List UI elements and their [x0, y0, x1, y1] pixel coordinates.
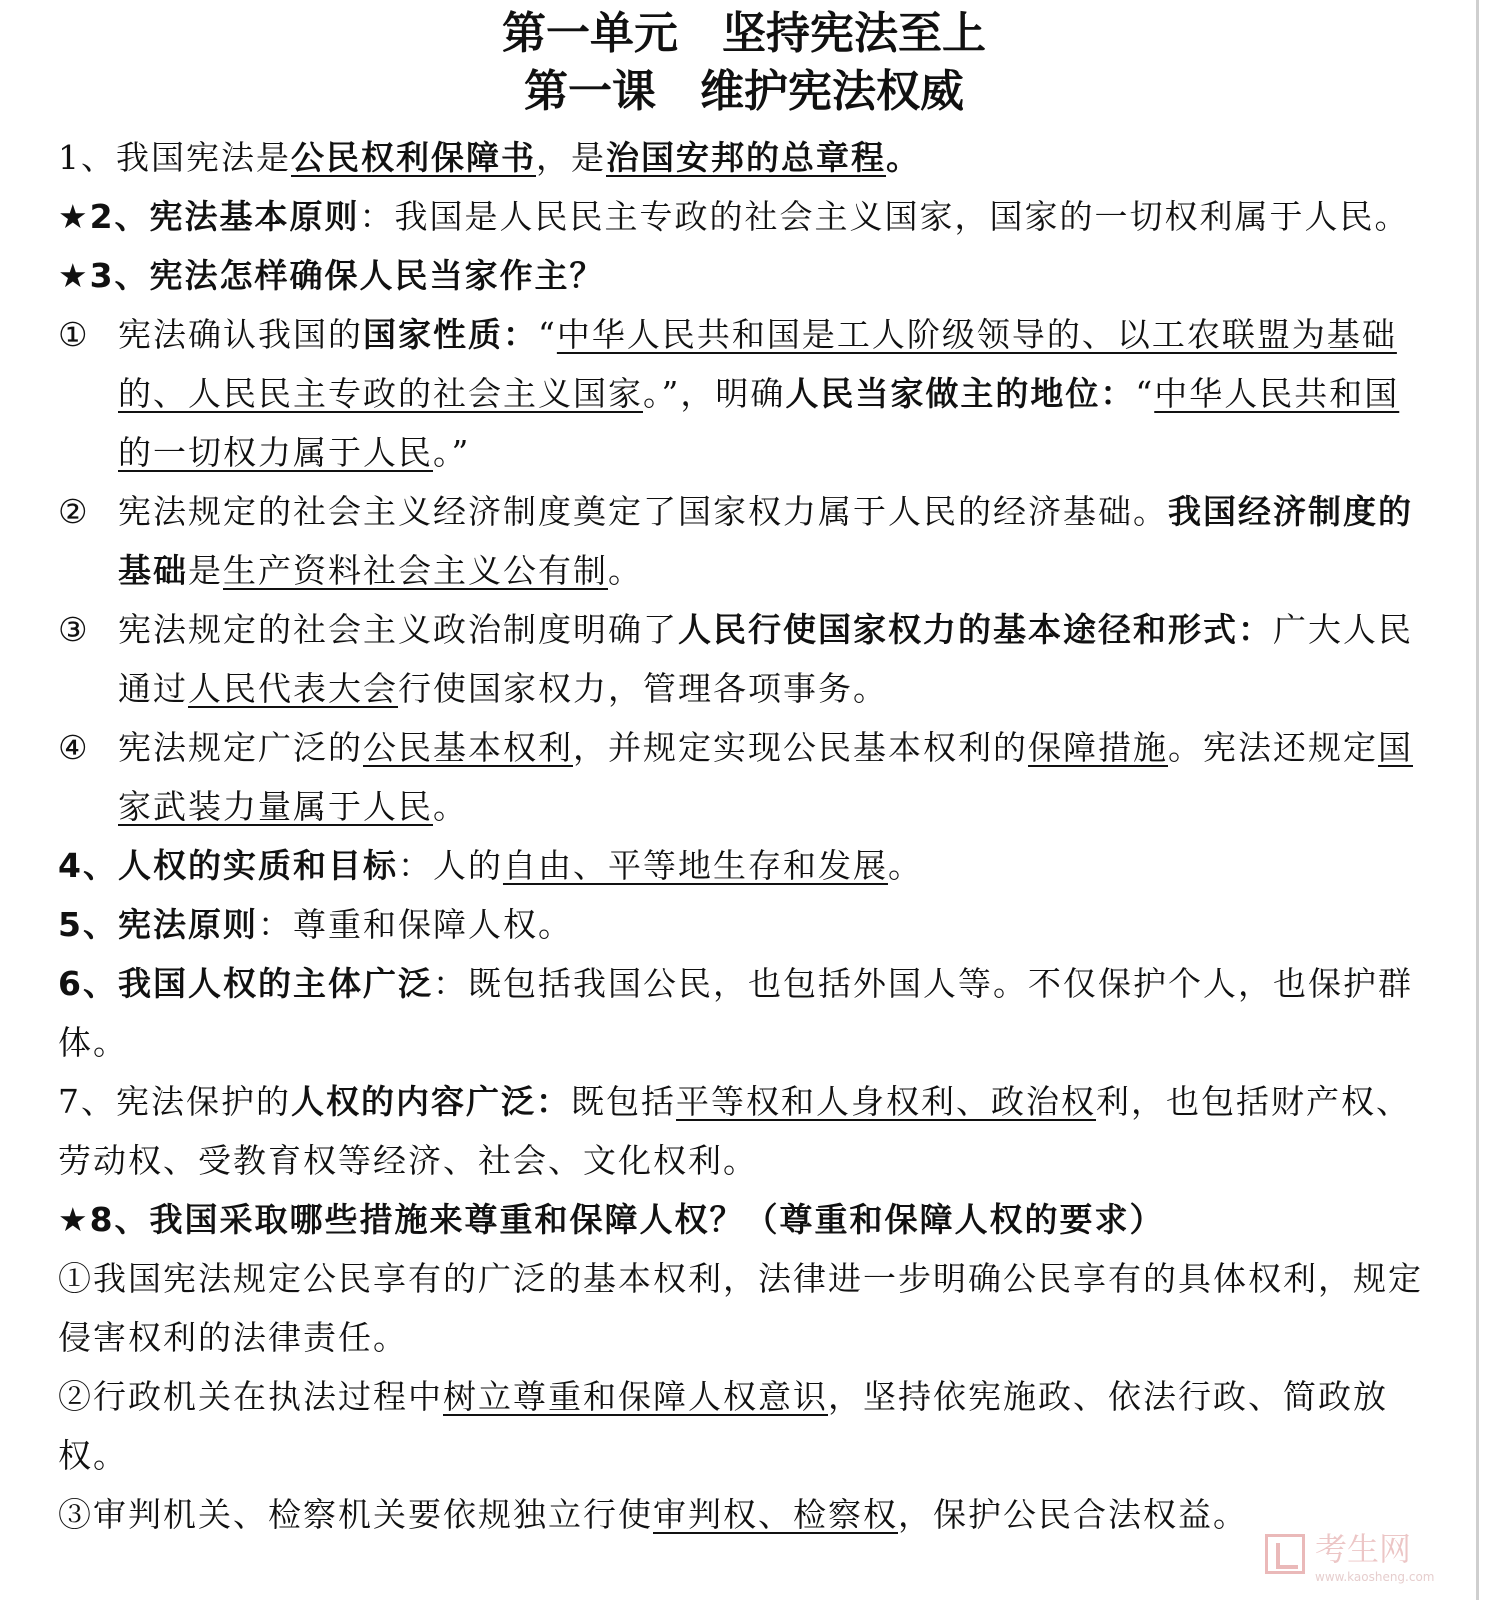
item-text: 广大人民通过 — [118, 610, 1413, 708]
point-7-text: 利，也包括财产权、劳动权、受教育权等经济、社会、文化权利。 — [58, 1082, 1411, 1180]
point-4 — [58, 836, 1426, 895]
item-text: “ — [1135, 374, 1155, 413]
item-underlined: 公民基本权利 — [363, 728, 573, 767]
point-6-heading: 6、我国人权的主体广泛 — [58, 964, 433, 1003]
item-underlined: 中华人民共和国是工人阶级领导的、以工农联盟为基础的、人民民主专政的社会主义国家 — [118, 315, 1397, 413]
item-marker: ③ — [58, 610, 90, 649]
item-text: ，坚持依宪施政、依法行政、简政放权。 — [58, 1377, 1388, 1475]
unit-title: 第一单元 坚持宪法至上 — [502, 8, 986, 59]
point-8-item-1 — [58, 1249, 1426, 1367]
item-text: 。 — [608, 551, 643, 590]
item-text: “ — [538, 315, 557, 354]
item-underlined: 保障措施 — [1028, 728, 1168, 767]
point-3-item-3 — [58, 600, 1426, 718]
item-text: 。 — [433, 787, 468, 826]
item-marker: ④ — [58, 728, 90, 767]
item-text: 宪法规定的社会主义经济制度奠定了国家权力属于人民的经济基础。 — [118, 492, 1168, 531]
watermark-name: 考生网 — [1315, 1530, 1412, 1568]
lesson-title: 第一课 维护宪法权威 — [524, 66, 964, 117]
item-text: ②行政机关在执法过程中 — [58, 1377, 443, 1416]
item-underlined: 国家武装力量属于人民 — [118, 728, 1413, 826]
point-3-item-2 — [58, 482, 1426, 600]
item-key-phrase: 国家性质： — [363, 315, 538, 354]
point-2-heading: ★2、宪法基本原则 — [58, 197, 360, 236]
point-7-text: 既包括 — [571, 1082, 676, 1121]
document-body — [58, 128, 1426, 1544]
item-key-phrase: 人民当家做主的地位： — [785, 374, 1136, 413]
point-4-underlined: 自由、平等地生存和发展 — [502, 846, 888, 885]
item-marker: ② — [58, 492, 90, 531]
point-3-item-1 — [58, 305, 1426, 482]
point-4-text: ：人的 — [397, 846, 503, 885]
point-7-key-phrase: 人权的内容广泛： — [291, 1082, 571, 1121]
watermark-url: www.kaosheng.com — [1315, 1570, 1435, 1584]
point-4-text: 。 — [887, 846, 923, 885]
point-8-heading: ★8、我国采取哪些措施来尊重和保障人权？（尊重和保障人权的要求） — [58, 1200, 1165, 1239]
item-marker: ① — [58, 315, 90, 354]
point-2 — [58, 187, 1426, 246]
page-edge-rule — [1476, 0, 1479, 1600]
point-3-heading: ★3、宪法怎样确保人民当家作主？ — [58, 256, 605, 295]
point-7-text: 7、宪法保护的 — [58, 1082, 291, 1121]
point-4-heading: 4、人权的实质和目标 — [58, 846, 398, 885]
point-8 — [58, 1190, 1426, 1249]
item-text: 宪法规定的社会主义政治制度明确了 — [118, 610, 678, 649]
item-text: ③审判机关、检察机关要依规独立行使 — [58, 1495, 653, 1534]
item-key-phrase: 我国经济制度的基础 — [118, 492, 1413, 590]
item-text: 宪法规定广泛的 — [118, 728, 363, 767]
point-8-item-3 — [58, 1485, 1426, 1544]
point-5-heading: 5、宪法原则 — [58, 905, 258, 944]
point-7 — [58, 1072, 1426, 1190]
point-1-text: ，是 — [536, 138, 606, 177]
point-6 — [58, 954, 1426, 1072]
item-underlined: 人民代表大会 — [188, 669, 398, 708]
item-underlined: 中华人民共和国的一切权力属于人民 — [118, 374, 1400, 472]
item-underlined: 审判权、检察权 — [653, 1495, 898, 1534]
point-1 — [58, 128, 1426, 187]
item-text: 。” — [433, 433, 471, 472]
item-text: 。宪法还规定 — [1168, 728, 1378, 767]
point-1-punct: 。 — [886, 138, 921, 177]
item-text: 是 — [188, 551, 223, 590]
item-text: ，保护公民合法权益。 — [898, 1495, 1248, 1534]
item-text: 宪法确认我国的 — [118, 315, 363, 354]
point-3-item-4 — [58, 718, 1426, 836]
point-1-text: 1、我国宪法是 — [58, 138, 291, 177]
point-2-text: ：我国是人民民主专政的社会主义国家，国家的一切权利属于人民。 — [359, 197, 1410, 236]
item-key-phrase: 人民行使国家权力的基本途径和形式： — [678, 610, 1273, 649]
point-6-text: ：既包括我国公民，也包括外国人等。不仅保护个人，也保护群体。 — [58, 964, 1413, 1062]
item-text: ，并规定实现公民基本权利的 — [573, 728, 1028, 767]
item-underlined: 生产资料社会主义公有制 — [223, 551, 608, 590]
point-3 — [58, 246, 1426, 305]
point-8-item-2 — [58, 1367, 1426, 1485]
point-1-key-term: 治国安邦的总章程 — [606, 138, 886, 177]
point-1-key-term: 公民权利保障书 — [291, 138, 536, 177]
point-5-text: ：尊重和保障人权。 — [257, 905, 573, 944]
point-5 — [58, 895, 1426, 954]
item-underlined: 树立尊重和保障人权意识 — [443, 1377, 828, 1416]
item-text: 。”，明确 — [643, 374, 786, 413]
point-7-underlined: 平等权和人身权利、政治权 — [676, 1082, 1096, 1121]
item-text: ①我国宪法规定公民享有的广泛的基本权利，法律进一步明确公民享有的具体权利，规定侵害权利的法律责任。 — [58, 1259, 1423, 1357]
item-text: 行使国家权力，管理各项事务。 — [398, 669, 888, 708]
